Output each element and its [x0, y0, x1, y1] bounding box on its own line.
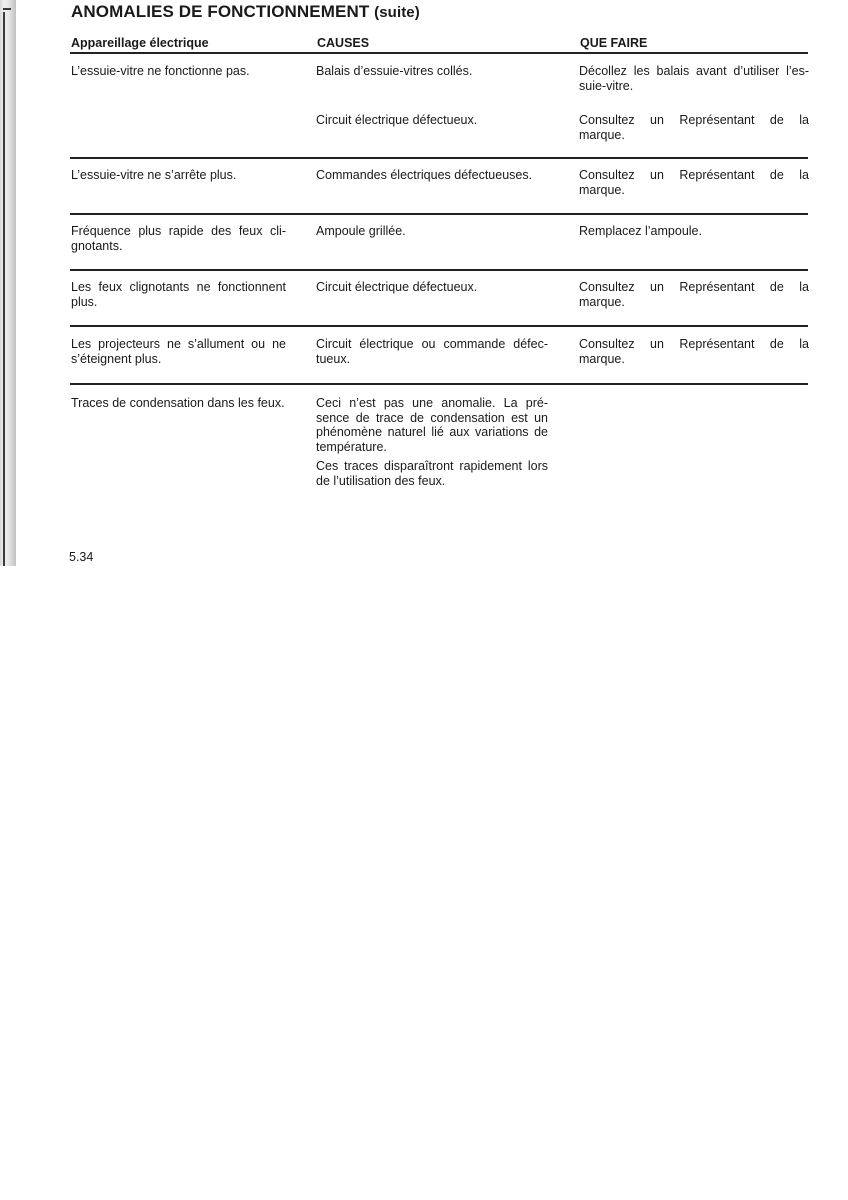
row-1-remedy-1: Décollez les balais avant d’utiliser l’es-suie-vitre.: [579, 64, 809, 93]
binding-line: [3, 12, 5, 566]
row-6-cause-1: Ceci n’est pas une anomalie. La pré-sence de trace de condensation est un phénomène naturel lié aux variations de température.: [316, 396, 548, 454]
row-divider: [70, 269, 808, 271]
page-number: 5.34: [69, 550, 94, 564]
title-main: ANOMALIES DE FONCTIONNEMENT: [71, 2, 370, 21]
row-3-symptom: Fréquence plus rapide des feux cli-gnotants.: [71, 224, 286, 253]
row-1-remedy-2: Consultez un Représentant de la marque.: [579, 113, 809, 142]
row-4-remedy-1: Consultez un Représentant de la marque.: [579, 280, 809, 309]
row-divider: [70, 383, 808, 385]
row-5-cause-1: Circuit électrique ou commande défec-tueux.: [316, 337, 548, 366]
header-equipment: Appareillage électrique: [71, 36, 209, 50]
row-5-remedy-1: Consultez un Représentant de la marque.: [579, 337, 809, 366]
row-4-cause-1: Circuit électrique défectueux.: [316, 280, 478, 294]
page-title: [71, 2, 420, 22]
row-1-cause-2: Circuit électrique défectueux.: [316, 113, 478, 127]
row-4-symptom: Les feux clignotants ne fonctionnent plus.: [71, 280, 286, 309]
row-2-cause-1: Commandes électriques défectueuses.: [316, 168, 533, 182]
row-divider: [70, 157, 808, 159]
binding-hook: [3, 8, 11, 10]
row-5-symptom: Les projecteurs ne s’allument ou ne s’éteignent plus.: [71, 337, 286, 366]
page-binding-edge: [0, 0, 16, 566]
header-rule: [70, 52, 808, 54]
row-2-symptom: L’essuie-vitre ne s’arrête plus.: [71, 168, 237, 182]
row-1-symptom: L’essuie-vitre ne fonctionne pas.: [71, 64, 250, 78]
header-remedies: QUE FAIRE: [580, 36, 648, 50]
row-3-remedy-1: Remplacez l’ampoule.: [579, 224, 702, 238]
row-1-cause-1: Balais d’essuie-vitres collés.: [316, 64, 473, 78]
row-2-remedy-1: Consultez un Représentant de la marque.: [579, 168, 809, 197]
header-causes: CAUSES: [317, 36, 370, 50]
row-divider: [70, 213, 808, 215]
row-6-cause-2: Ces traces disparaîtront rapidement lors de l’utilisation des feux.: [316, 459, 548, 488]
row-3-cause-1: Ampoule grillée.: [316, 224, 406, 238]
row-6-symptom: Traces de condensation dans les feux.: [71, 396, 285, 410]
title-suffix: (suite): [374, 4, 420, 21]
row-divider: [70, 325, 808, 327]
